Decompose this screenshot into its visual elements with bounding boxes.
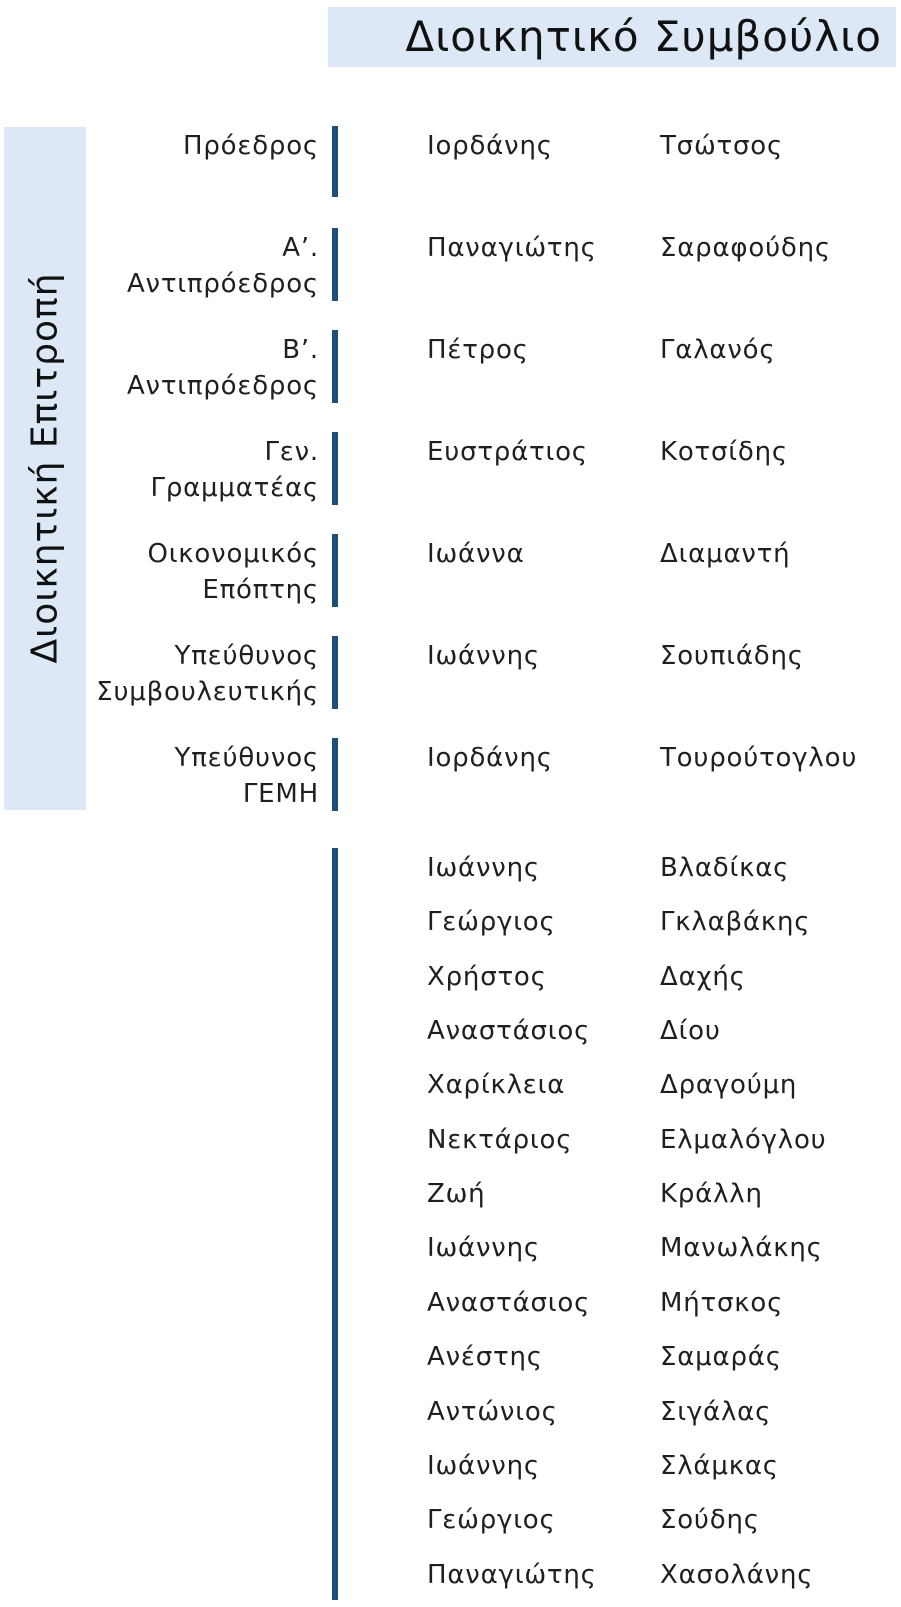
committee-label: Διοικητική Επιτροπή (24, 272, 66, 664)
member-last-name: Δραγούμη (660, 1070, 798, 1100)
member-first-name: Χαρίκλεια (427, 1070, 566, 1100)
role-label (175, 740, 319, 812)
role-label-line: Οικονομικός (147, 539, 319, 569)
member-first-name: Χρήστος (427, 962, 547, 992)
member-first-name: Ιορδάνης (427, 743, 553, 773)
member-first-name: Παναγιώτης (427, 1560, 597, 1590)
member-last-name: Κράλλη (660, 1179, 763, 1209)
member-first-name: Αναστάσιος (427, 1288, 591, 1318)
members-divider-bar (332, 848, 338, 1600)
role-label-line: Αντιπρόεδρος (126, 371, 319, 401)
role-label-line: Αντιπρόεδρος (126, 269, 319, 299)
member-last-name: Δαχής (660, 962, 746, 992)
role-divider-bar (332, 738, 338, 811)
role-label (147, 536, 319, 608)
member-last-name: Σιγάλας (660, 1397, 772, 1427)
role-divider-bar (332, 534, 338, 607)
role-divider-bar (332, 330, 338, 403)
role-label (96, 638, 319, 710)
role-divider-bar (332, 228, 338, 301)
role-label (151, 434, 319, 506)
member-last-name: Σλάμκας (660, 1451, 779, 1481)
member-last-name: Διαμαντή (660, 539, 791, 569)
member-first-name: Ιωάννης (427, 1451, 540, 1481)
role-label-line: ΓΕΜΗ (242, 779, 319, 809)
page-title: Διοικητικό Συμβούλιο (328, 7, 896, 67)
member-last-name: Τσώτσος (660, 131, 784, 161)
role-divider-bar (332, 432, 338, 505)
role-label-line: Συμβουλευτικής (96, 677, 319, 707)
member-last-name: Σαμαράς (660, 1342, 782, 1372)
member-first-name: Ιωάννα (427, 539, 525, 569)
role-label: Πρόεδρος (183, 131, 319, 161)
role-divider-bar (332, 636, 338, 709)
member-first-name: Αντώνιος (427, 1397, 558, 1427)
role-label-line: Γεν. (264, 437, 319, 467)
member-first-name: Αναστάσιος (427, 1016, 591, 1046)
member-last-name: Μανωλάκης (660, 1233, 823, 1263)
member-last-name: Κοτσίδης (660, 437, 788, 467)
member-last-name: Σουπιάδης (660, 641, 804, 671)
member-last-name: Ελμαλόγλου (660, 1125, 827, 1155)
member-last-name: Γκλαβάκης (660, 907, 811, 937)
member-last-name: Μήτσκος (660, 1288, 784, 1318)
role-label-line: Υπεύθυνος (174, 641, 319, 671)
member-last-name: Βλαδίκας (660, 853, 790, 883)
role-label (127, 230, 319, 302)
member-first-name: Γεώργιος (427, 1505, 556, 1535)
member-last-name: Τουρούτογλου (660, 743, 858, 773)
member-last-name: Σούδης (660, 1505, 760, 1535)
role-label-line: Επόπτης (202, 575, 319, 605)
member-last-name: Γαλανός (660, 335, 776, 365)
role-label (127, 332, 319, 404)
member-first-name: Παναγιώτης (427, 233, 597, 263)
member-first-name: Νεκτάριος (427, 1125, 573, 1155)
role-label-line: Α’. (282, 233, 319, 263)
member-first-name: Ζωή (427, 1179, 486, 1209)
member-last-name: Σαραφούδης (660, 233, 831, 263)
role-label-line: Γραμματέας (150, 473, 319, 503)
role-divider-bar (332, 126, 338, 197)
member-first-name: Ιωάννης (427, 853, 540, 883)
member-first-name: Γεώργιος (427, 907, 556, 937)
member-first-name: Ιωάννης (427, 1233, 540, 1263)
role-label-line: Υπεύθυνος (174, 743, 319, 773)
member-first-name: Ιωάννης (427, 641, 540, 671)
member-first-name: Ιορδάνης (427, 131, 553, 161)
member-first-name: Πέτρος (427, 335, 529, 365)
member-last-name: Χασολάνης (660, 1560, 814, 1590)
member-last-name: Δίου (660, 1016, 721, 1046)
member-first-name: Ανέστης (427, 1342, 543, 1372)
member-first-name: Ευστράτιος (427, 437, 588, 467)
role-label-line: Β’. (282, 335, 319, 365)
